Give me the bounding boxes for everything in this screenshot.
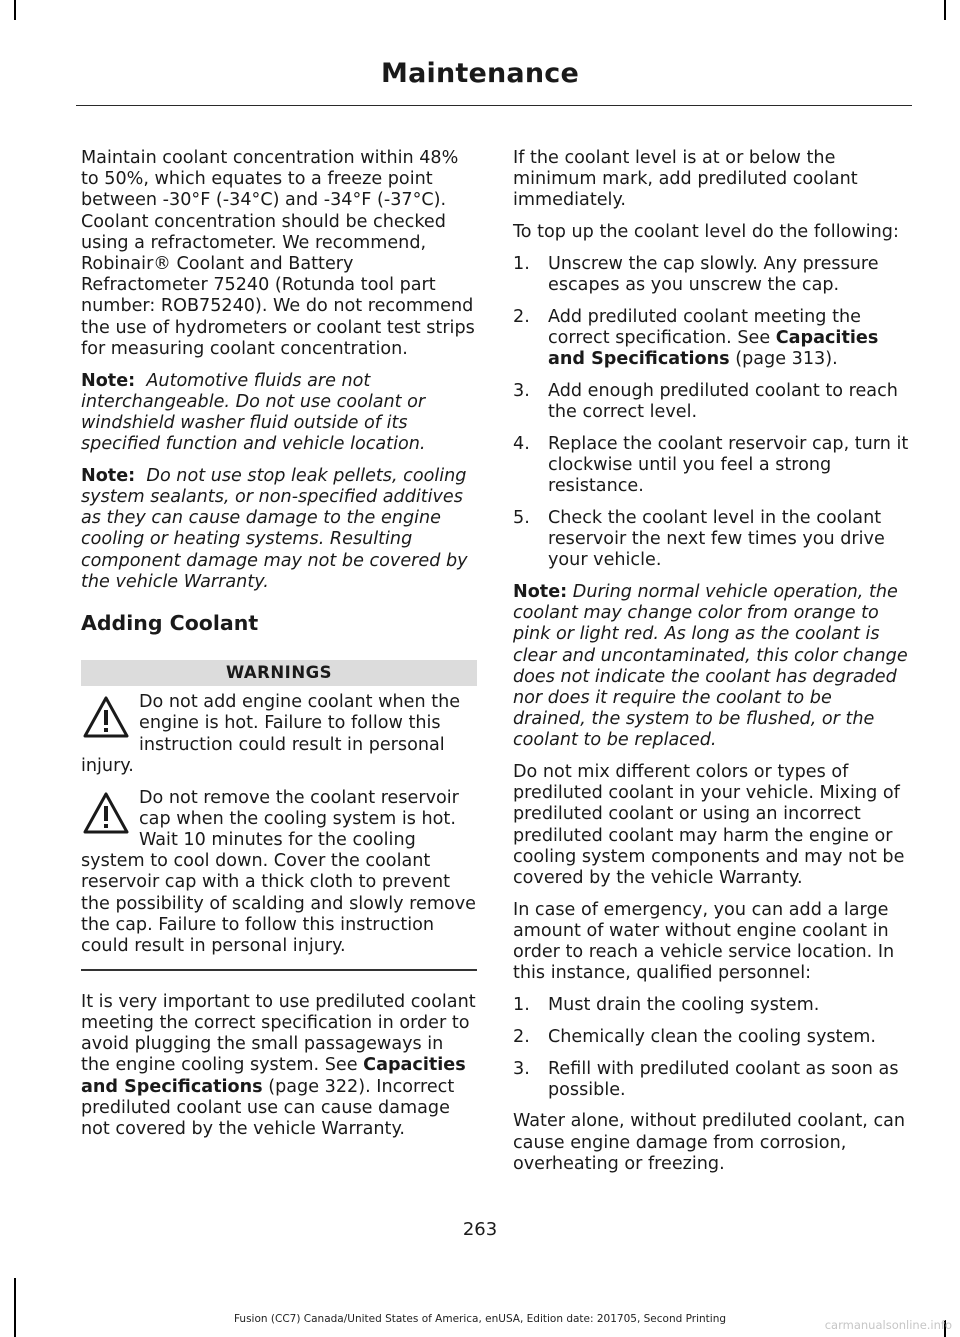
capacities-specifications-link[interactable]: Capacities and Specifications — [81, 1055, 466, 1097]
note-color-change — [513, 582, 909, 752]
crop-mark-top-right — [944, 0, 946, 20]
coolant-level-paragraph: If the coolant level is at or below the minimum mark, add prediluted coolant immediately. — [513, 148, 858, 211]
step-text: Refill with prediluted coolant as soon as possible. — [548, 1058, 899, 1100]
step-number: 4. — [513, 433, 530, 454]
step-text: Must drain the cooling system. — [548, 995, 820, 1016]
emergency-steps — [513, 995, 909, 1101]
note-fluids — [81, 371, 477, 456]
step-text: Add enough prediluted coolant to reach the correct level. — [548, 380, 898, 423]
list-item — [513, 434, 909, 498]
warnings-header: WARNINGS — [81, 660, 477, 686]
page-number: 263 — [462, 1219, 498, 1240]
emergency-paragraph: In case of emergency, you can add a large amount of water without engine coolant in order to reach a vehicle service location. In this instance, qualified personnel: — [513, 899, 895, 984]
coolant-concentration-paragraph: Maintain coolant concentration within 48% to 50%, which equates to a freeze point between -30°F (-34°C) and -34°F (-37°C). Coolant concentration should be checked using a refractometer. We recommend, Robinair® Coolant and Battery Refractometer 75240 (Rotunda tool part number: ROB75240). We do not recommend the use of hydrometers or coolant test strips for measuring coolant concentration. — [81, 148, 475, 359]
warning-text: Do not add engine coolant when the engine is hot. Failure to follow this instruction could result in personal injury. — [81, 692, 461, 776]
step-text: (page 313). — [729, 349, 838, 370]
warning-text: Do not remove the coolant reservoir cap when the cooling system is hot. Wait 10 minutes for the cooling system to cool down. Cover the coolant reservoir cap with a thick cloth to prevent the possibility of scalding and slowly remove the cap. Failure to follow this instruction could result in personal injury. — [81, 787, 476, 956]
page-title: Maintenance — [381, 58, 579, 89]
mixing-warning-paragraph: Do not mix different colors or types of prediluted coolant in your vehicle. Mixing of prediluted coolant or using an incorrect prediluted coolant may harm the engine or cooling system components and may not be covered by the vehicle Warranty. — [513, 762, 905, 889]
section-heading-adding-coolant: Adding Coolant — [81, 611, 259, 636]
warning-triangle-icon — [81, 694, 131, 740]
note-stop-leak — [81, 466, 477, 593]
step-text: Unscrew the cap slowly. Any pressure escapes as you unscrew the cap. — [548, 253, 879, 296]
list-item — [513, 381, 909, 423]
note-label: Note: — [81, 465, 136, 486]
list-item — [513, 508, 909, 572]
note-text: During normal vehicle operation, the coolant may change color from orange to pink or light red. As long as the coolant is clear and uncontaminated, this color change does not indicate the coolant has degraded nor does it require the coolant to be drained, the system to be flushed, or the coolant to be replaced. — [513, 581, 908, 751]
note-text: Automotive fluids are not interchangeable. Do not use coolant or windshield washer fluid outside of its specified function and vehicle location. — [81, 370, 426, 455]
step-text: Add prediluted coolant meeting the correct specification. See — [548, 306, 861, 348]
warning-item-hot-engine — [81, 692, 477, 777]
step-text: Chemically clean the cooling system. — [548, 1026, 876, 1047]
crop-mark-top-left — [14, 0, 16, 20]
step-number: 2. — [513, 1026, 530, 1047]
step-number: 5. — [513, 507, 530, 528]
top-up-steps — [513, 254, 909, 572]
left-column — [81, 148, 477, 1151]
paragraph-text: It is very important to use prediluted coolant meeting the correct specification in order to avoid plugging the small passageways in the engine cooling system. See — [81, 991, 476, 1076]
step-number: 2. — [513, 306, 530, 327]
step-text: Replace the coolant reservoir cap, turn it clockwise until you feel a strong resistance. — [548, 433, 909, 497]
step-text: Check the coolant level in the coolant reservoir the next few times you drive your vehicle. — [548, 507, 885, 571]
step-number: 1. — [513, 995, 530, 1016]
crop-mark-bottom-left — [14, 1278, 16, 1337]
top-up-intro: To top up the coolant level do the following: — [513, 222, 899, 243]
capacities-specifications-link[interactable]: Capacities and Specifications — [548, 327, 879, 370]
footer-edition-info: Fusion (CC7) Canada/United States of America, enUSA, Edition date: 201705, Second Printing — [233, 1313, 727, 1325]
water-alone-paragraph: Water alone, without prediluted coolant, can cause engine damage from corrosion, overheating or freezing. — [513, 1111, 906, 1174]
watermark: carmanualsonline.info — [824, 1318, 952, 1332]
warnings-divider — [81, 969, 477, 971]
list-item — [513, 995, 909, 1016]
warning-item-reservoir-cap — [81, 788, 477, 958]
warning-triangle-icon — [81, 790, 131, 836]
note-label: Note: — [513, 581, 568, 602]
list-item — [513, 1059, 909, 1101]
note-label: Note: — [81, 370, 136, 391]
step-number: 3. — [513, 380, 530, 401]
list-item — [513, 1027, 909, 1048]
paragraph-text: (page 322). Incorrect prediluted coolant use can cause damage not covered by the vehicle Warranty. — [81, 1076, 455, 1139]
right-column — [513, 148, 909, 1186]
step-number: 1. — [513, 253, 530, 274]
note-text: Do not use stop leak pellets, cooling system sealants, or non-specified additives as they can cause damage to the engine cooling or heating systems. Resulting component damage may not be covered by the vehicle Warranty. — [81, 465, 468, 592]
header-divider — [76, 105, 912, 106]
prediluted-coolant-paragraph — [81, 992, 477, 1140]
list-item — [513, 254, 909, 296]
step-number: 3. — [513, 1058, 530, 1079]
list-item — [513, 307, 909, 371]
